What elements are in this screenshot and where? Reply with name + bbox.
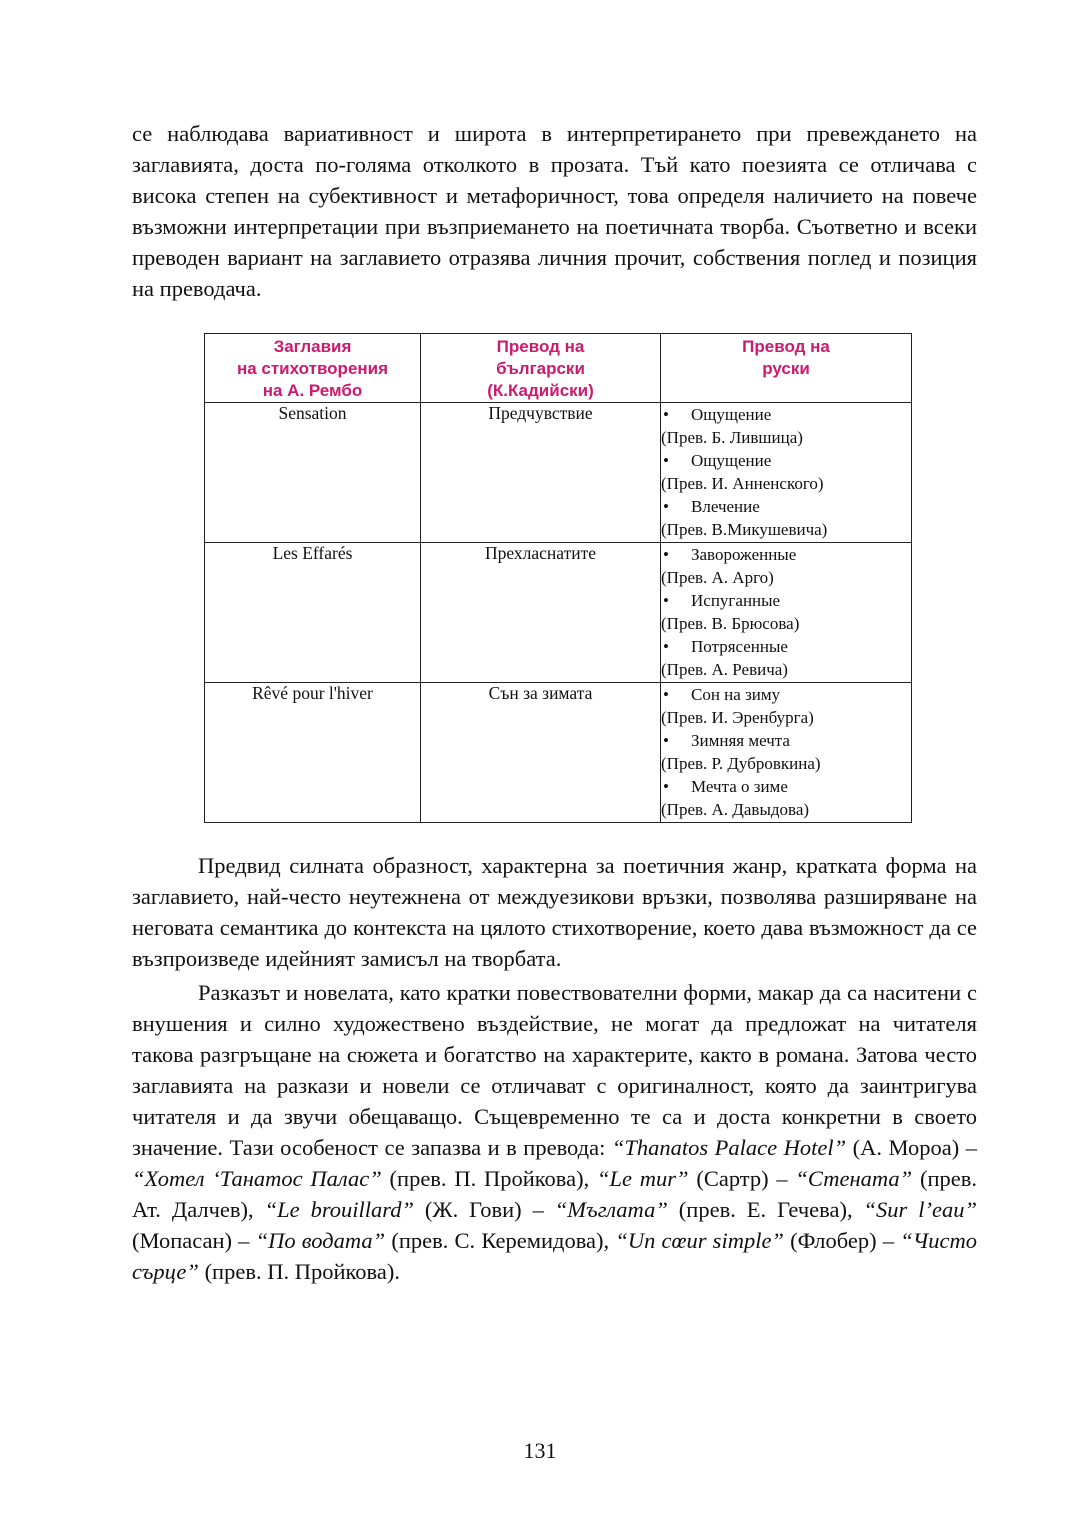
header-original-titles	[205, 334, 421, 403]
paragraph-poetic-titles: Предвид силната образност, характерна за поетичния жанр, кратката форма на заглавието, най-често неутежнена от междуезикови връзки, позволява разширяване на неговата семантика до контекста на цялото стихотворение, което дава възможност да се възпроизведе идейният замисъл на творбата.	[132, 853, 977, 971]
list-item: • Ощущение	[663, 451, 772, 470]
bullet-icon: •	[663, 497, 669, 516]
translator-line: (Прев. И. Эренбурга)	[661, 708, 814, 727]
table-row	[205, 543, 912, 683]
cell-bulgarian-title: Сън за зимата	[421, 683, 661, 823]
translator-line: (Прев. И. Анненского)	[661, 474, 824, 493]
cell-original-title: Les Effarés	[205, 543, 421, 683]
cell-russian-titles	[661, 543, 912, 683]
list-item: • Влечение	[663, 497, 760, 516]
list-item: • Мечта о зиме	[663, 777, 788, 796]
paragraph-intro: се наблюдава вариативност и широта в интерпретирането при превеждането на заглавията, доста по-голяма отколкото в прозата. Тъй като поезията се отличава с висока степен на субективност и метафоричност, това определя наличието на повече възможни интерпретации при възприемането на поетичната творба. Съответно и всеки преводен вариант на заглавието отразява личния прочит, собствения поглед и позиция на преводача.	[132, 121, 977, 301]
translator-line: (Прев. А. Ревича)	[661, 660, 788, 679]
title-original: “Thanatos Palace Hotel”	[611, 1135, 847, 1160]
table-header-row	[205, 334, 912, 403]
title-translation: “Хотел ‘Танатос Палас”	[132, 1166, 382, 1191]
title-original: “Sur l’eau”	[863, 1197, 978, 1222]
title-original: “Le brouillard”	[264, 1197, 414, 1222]
header-russian-translation	[661, 334, 912, 403]
bullet-icon: •	[663, 545, 669, 564]
bullet-icon: •	[663, 685, 669, 704]
list-item: • Завороженные	[663, 545, 797, 564]
title-translation: “По водата”	[255, 1228, 386, 1253]
bullet-icon: •	[663, 777, 669, 796]
list-item: • Сон на зиму	[663, 685, 781, 704]
title-translation: “Стената”	[795, 1166, 913, 1191]
header-line: Превод на	[742, 337, 830, 356]
header-line: руски	[762, 359, 810, 378]
translator-line: (Прев. Р. Дубровкина)	[661, 754, 821, 773]
table-row	[205, 683, 912, 823]
cell-original-title: Sensation	[205, 403, 421, 543]
translator-line: (Прев. В. Брюсова)	[661, 614, 800, 633]
title-original: “Le mur”	[597, 1166, 689, 1191]
rimbaud-titles-table	[204, 333, 912, 823]
header-line: на стихотворения	[236, 359, 389, 378]
table-row	[205, 403, 912, 543]
translator-line: (Прев. А. Арго)	[661, 568, 774, 587]
bullet-icon: •	[663, 637, 669, 656]
list-item: • Испуганные	[663, 591, 781, 610]
list-item: • Потрясенные	[663, 637, 788, 656]
title-translation: “Чисто сърце”	[132, 1228, 978, 1284]
page-number: 131	[523, 1438, 557, 1463]
bullet-icon: •	[663, 591, 669, 610]
cell-original-title: Rêvé pour l'hiver	[205, 683, 421, 823]
cell-russian-titles	[661, 403, 912, 543]
bullet-icon: •	[663, 451, 669, 470]
header-line: на А. Рембо	[262, 381, 363, 400]
cell-bulgarian-title: Прехласнатите	[421, 543, 661, 683]
translator-line: (Прев. А. Давыдова)	[661, 800, 810, 819]
paragraph-short-stories: Разказът и новелата, като кратки повествователни форми, макар да са наситени с внушения и силно художествено въздействие, не могат да предложат на читателя такова разгръщане на сюжета и богатство на характерите, както в романа. Затова често заглавията на разкази и новели се отличават с оригиналност, която да заинтригува читателя и да звучи обещаващо. Същевременно те са и доста конкретни в своето значение. Тази особеност се запазва и в превода: “Thanatos Palace Hotel” (А. Мороа) – “Хотел ‘Танатос Палас” (прев. П. Пройкова), “Le mur” (Сартр) – “Стената” (прев. Ат. Далчев), “Le brouillard” (Ж. Гови) – “Мъглата” (прев. Е. Гечева), “Sur l’eau” (Мопасан) – “По водата” (прев. С. Керемидова), “Un cœur simple” (Флобер) – “Чисто сърце” (прев. П. Пройкова).	[132, 980, 978, 1284]
header-line: (К.Кадийски)	[487, 381, 594, 400]
title-translation: “Мъглата”	[554, 1197, 668, 1222]
header-line: Заглавия	[273, 337, 352, 356]
header-line: български	[496, 359, 585, 378]
list-item: • Зимняя мечта	[663, 731, 790, 750]
cell-bulgarian-title: Предчувствие	[421, 403, 661, 543]
header-line: Превод на	[496, 337, 585, 356]
translator-line: (Прев. В.Микушевича)	[661, 520, 828, 539]
bullet-icon: •	[663, 731, 669, 750]
translator-line: (Прев. Б. Лившица)	[661, 428, 803, 447]
list-item: • Ощущение	[663, 405, 772, 424]
bullet-icon: •	[663, 405, 669, 424]
title-original: “Un cœur simple”	[615, 1228, 784, 1253]
header-bulgarian-translation	[421, 334, 661, 403]
cell-russian-titles	[661, 683, 912, 823]
